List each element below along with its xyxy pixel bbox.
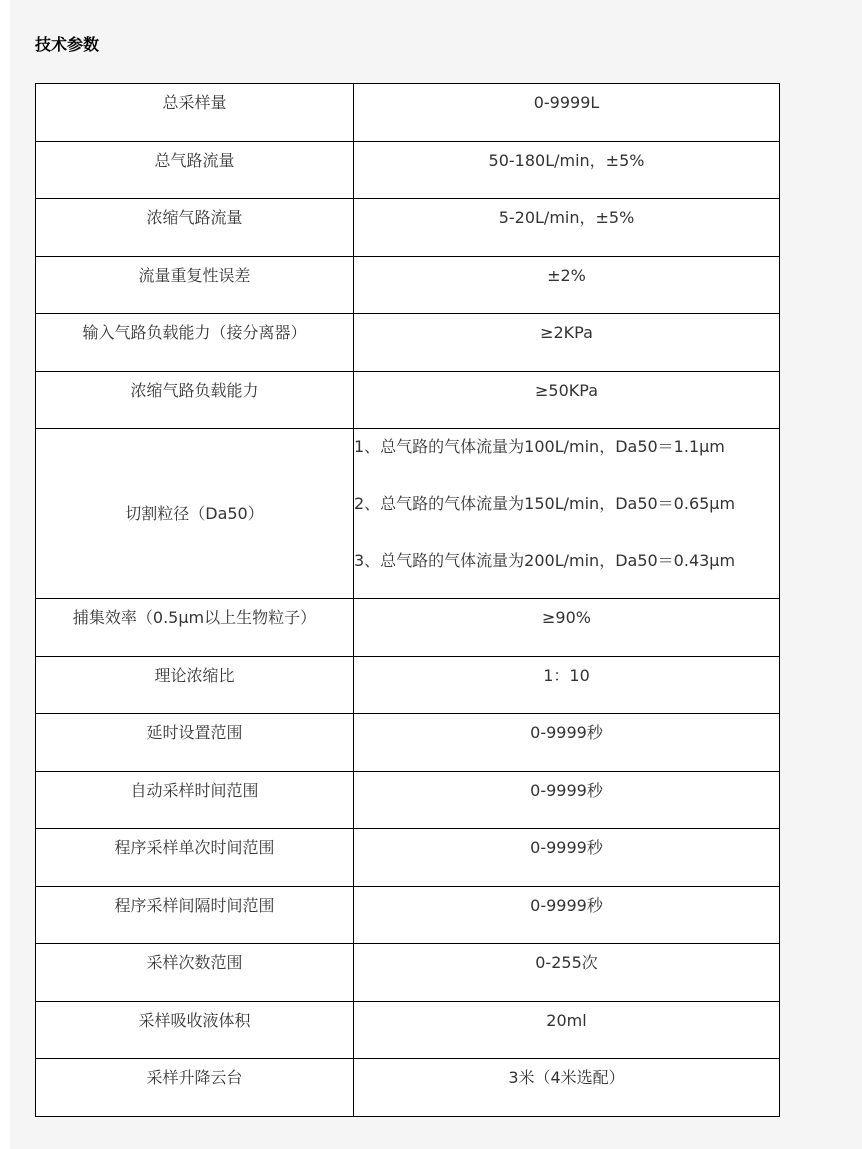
table-row	[36, 944, 780, 1002]
table-row	[36, 599, 780, 657]
spec-table	[35, 83, 780, 1117]
param-name: 捕集效率（0.5μm以上生物粒子）	[36, 599, 354, 657]
param-name: 理论浓缩比	[36, 656, 354, 714]
param-value: 50-180L/min，±5%	[354, 141, 780, 199]
param-value: ±2%	[354, 256, 780, 314]
table-row	[36, 1001, 780, 1059]
param-value-multiline	[354, 429, 780, 599]
param-name: 采样次数范围	[36, 944, 354, 1002]
param-value: 1：10	[354, 656, 780, 714]
param-value: 0-255次	[354, 944, 780, 1002]
param-value: ≥50KPa	[354, 371, 780, 429]
table-row	[36, 141, 780, 199]
cut-size-line: 3、总气路的气体流量为200L/min，Da50＝0.43μm	[354, 551, 736, 570]
table-row	[36, 429, 780, 599]
param-value: ≥2KPa	[354, 314, 780, 372]
param-value: 0-9999秒	[354, 714, 780, 772]
cut-size-line: 1、总气路的气体流量为100L/min，Da50＝1.1μm	[354, 437, 725, 456]
param-name: 采样吸收液体积	[36, 1001, 354, 1059]
param-value: 3米（4米选配）	[354, 1059, 780, 1117]
param-name: 输入气路负载能力（接分离器）	[36, 314, 354, 372]
section-heading: 技术参数	[35, 35, 100, 54]
table-row	[36, 1059, 780, 1117]
param-value: 0-9999L	[354, 84, 780, 142]
table-row	[36, 256, 780, 314]
param-value: 5-20L/min，±5%	[354, 199, 780, 257]
param-name: 流量重复性误差	[36, 256, 354, 314]
param-value: 0-9999秒	[354, 829, 780, 887]
table-row	[36, 714, 780, 772]
param-name: 切割粒径（Da50）	[36, 429, 354, 599]
table-row	[36, 656, 780, 714]
cut-size-line: 2、总气路的气体流量为150L/min，Da50＝0.65μm	[354, 494, 736, 513]
param-name: 程序采样单次时间范围	[36, 829, 354, 887]
param-name: 浓缩气路流量	[36, 199, 354, 257]
table-row	[36, 371, 780, 429]
param-name: 总气路流量	[36, 141, 354, 199]
param-value: 20ml	[354, 1001, 780, 1059]
table-row	[36, 314, 780, 372]
table-row	[36, 771, 780, 829]
param-value: 0-9999秒	[354, 771, 780, 829]
param-name: 程序采样间隔时间范围	[36, 886, 354, 944]
param-name: 采样升降云台	[36, 1059, 354, 1117]
param-name: 延时设置范围	[36, 714, 354, 772]
param-name: 总采样量	[36, 84, 354, 142]
param-value: 0-9999秒	[354, 886, 780, 944]
table-row	[36, 886, 780, 944]
table-row	[36, 829, 780, 887]
param-name: 浓缩气路负载能力	[36, 371, 354, 429]
table-row	[36, 84, 780, 142]
param-value: ≥90%	[354, 599, 780, 657]
table-row	[36, 199, 780, 257]
param-name: 自动采样时间范围	[36, 771, 354, 829]
